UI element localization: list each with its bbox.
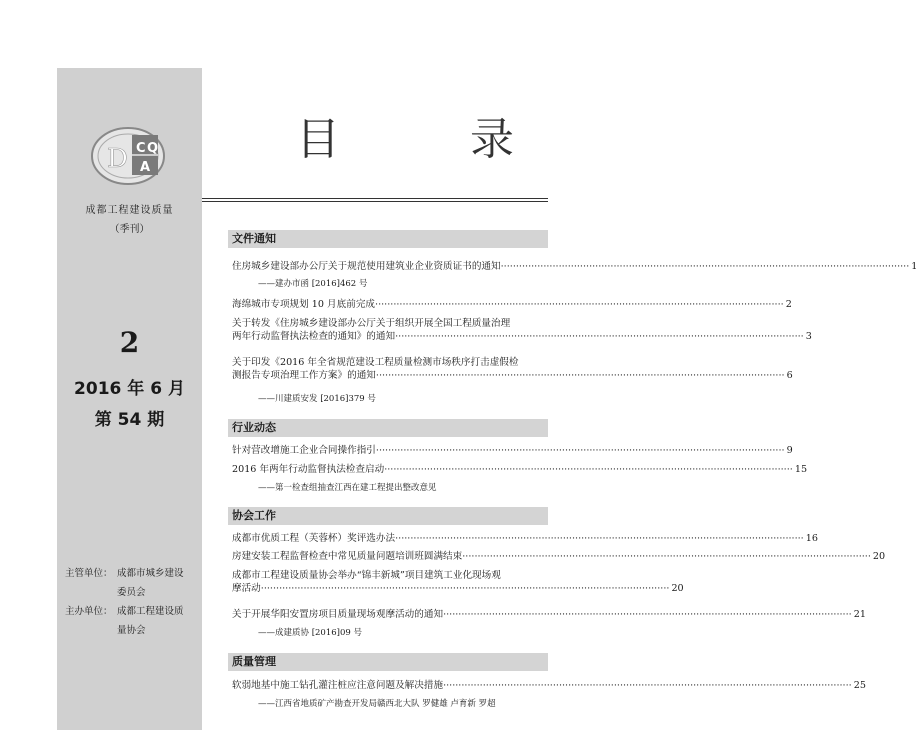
organizer-value-1: 成都工程建设质	[117, 606, 184, 617]
toc-entry-note: ——江西省地质矿产勘查开发局赣西北大队 罗健雄 卢育新 罗超	[258, 699, 496, 709]
toc-entry-title: 两年行动监督执法检查的通知》的通知	[232, 331, 396, 342]
sponsor-label: 主管单位：	[65, 568, 113, 579]
toc-entry[interactable]	[232, 608, 866, 621]
toc-entry-title: 关于开展华阳安置房项目质量现场观摩活动的通知	[232, 609, 444, 620]
toc-entry-title: 关于印发《2016 年全省规范建设工程质量检测市场秩序打击虚假检	[232, 357, 519, 368]
toc-entry-note: ——建办市函 [2016]462 号	[258, 279, 368, 289]
issue-serial: 第 54 期	[94, 410, 165, 430]
page-title: 目 录	[296, 114, 572, 165]
toc-page-number: 20	[671, 583, 684, 594]
toc-leader-dots	[395, 532, 804, 545]
toc-entry-title: 成都市工程建设质量协会举办“锦丰新城”项目建筑工业化现场观	[232, 570, 501, 581]
toc-page-number: 20	[872, 551, 886, 562]
toc-entry-title: 测报告专项治理工作方案》的通知	[232, 370, 376, 381]
organizer-label: 主办单位：	[65, 606, 113, 617]
toc-page-number: 6	[786, 370, 793, 381]
toc-entry-note: ——成建质协 [2016]09 号	[258, 628, 362, 638]
toc-entry[interactable]	[232, 532, 818, 545]
toc-entry-title: 房建安装工程监督检查中常见质量问题培训班圆满结束	[232, 551, 463, 562]
sponsor-block	[65, 564, 197, 640]
issue-number: 2	[119, 326, 140, 359]
organizer-value-2: 量协会	[117, 625, 146, 636]
magazine-type: （季刊）	[109, 224, 150, 235]
toc-page-number: 16	[805, 533, 818, 544]
logo-letter-q: Q	[147, 141, 159, 156]
toc-leader-dots	[376, 444, 785, 457]
toc-entry-title: 摩活动	[232, 583, 261, 594]
toc-entry-title: 软弱地基中施工钻孔灌注桩应注意问题及解决措施	[232, 680, 444, 691]
toc-entry[interactable]	[232, 550, 886, 563]
magazine-name: 成都工程建设质量	[85, 205, 174, 216]
dcqa-logo	[90, 125, 176, 187]
toc-leader-dots	[443, 608, 852, 621]
toc-entry-title: 关于转发《住房城乡建设部办公厅关于组织开展全国工程质量治理	[232, 318, 511, 329]
toc-page-number: 21	[853, 609, 866, 620]
toc-leader-dots	[384, 463, 793, 476]
toc-leader-dots	[375, 298, 784, 311]
logo-letter-a: A	[140, 160, 151, 175]
toc-entry[interactable]	[232, 444, 793, 457]
toc-entry[interactable]	[232, 356, 793, 382]
logo-letter-d: D	[107, 144, 128, 174]
toc-entry-title: 成都市优质工程（芙蓉杯）奖评选办法	[232, 533, 396, 544]
toc-entry-title: 住房城乡建设部办公厅关于规范使用建筑业企业资质证书的通知	[232, 261, 501, 272]
title-rule-top	[202, 198, 548, 199]
toc-page-number: 25	[853, 680, 866, 691]
toc-leader-dots	[376, 369, 785, 382]
issue-date: 2016 年 6 月	[74, 379, 185, 399]
section-heading: 行业动态	[228, 419, 548, 437]
toc-page-number: 15	[794, 464, 808, 475]
toc-entry[interactable]	[232, 260, 917, 273]
toc-page-number: 2	[785, 299, 792, 310]
section-heading: 协会工作	[228, 507, 548, 525]
toc-entry[interactable]	[232, 463, 808, 476]
toc-entry-title: 海绵城市专项规划 10 月底前完成	[232, 299, 376, 310]
toc-page-number: 1	[911, 261, 917, 272]
toc-entry-title: 针对营改增施工企业合同操作指引	[232, 445, 376, 456]
section-heading: 文件通知	[228, 230, 548, 248]
toc-entry-note: ——第一检查组抽查江西在建工程提出整改意见	[258, 483, 437, 493]
toc-entry[interactable]	[232, 317, 812, 343]
toc-entry-note: ——川建质安发 [2016]379 号	[258, 394, 376, 404]
section-heading: 质量管理	[228, 653, 548, 671]
toc-page-number: 9	[786, 445, 793, 456]
sponsor-value-1: 成都市城乡建设	[117, 568, 184, 579]
toc-entry-title: 2016 年两年行动监督执法检查启动	[232, 464, 385, 475]
logo-letter-c: C	[136, 141, 146, 156]
toc-leader-dots	[443, 679, 852, 692]
toc-entry[interactable]	[232, 298, 792, 311]
cover-sidebar	[57, 68, 202, 730]
sponsor-value-2: 委员会	[117, 587, 146, 598]
toc-leader-dots	[501, 260, 910, 273]
toc-leader-dots	[462, 550, 871, 563]
toc-leader-dots	[395, 330, 804, 343]
title-rule-bottom	[202, 201, 548, 202]
toc-leader-dots	[261, 582, 670, 595]
toc-entry[interactable]	[232, 679, 866, 692]
toc-entry[interactable]	[232, 569, 684, 595]
toc-page-number: 3	[805, 331, 812, 342]
